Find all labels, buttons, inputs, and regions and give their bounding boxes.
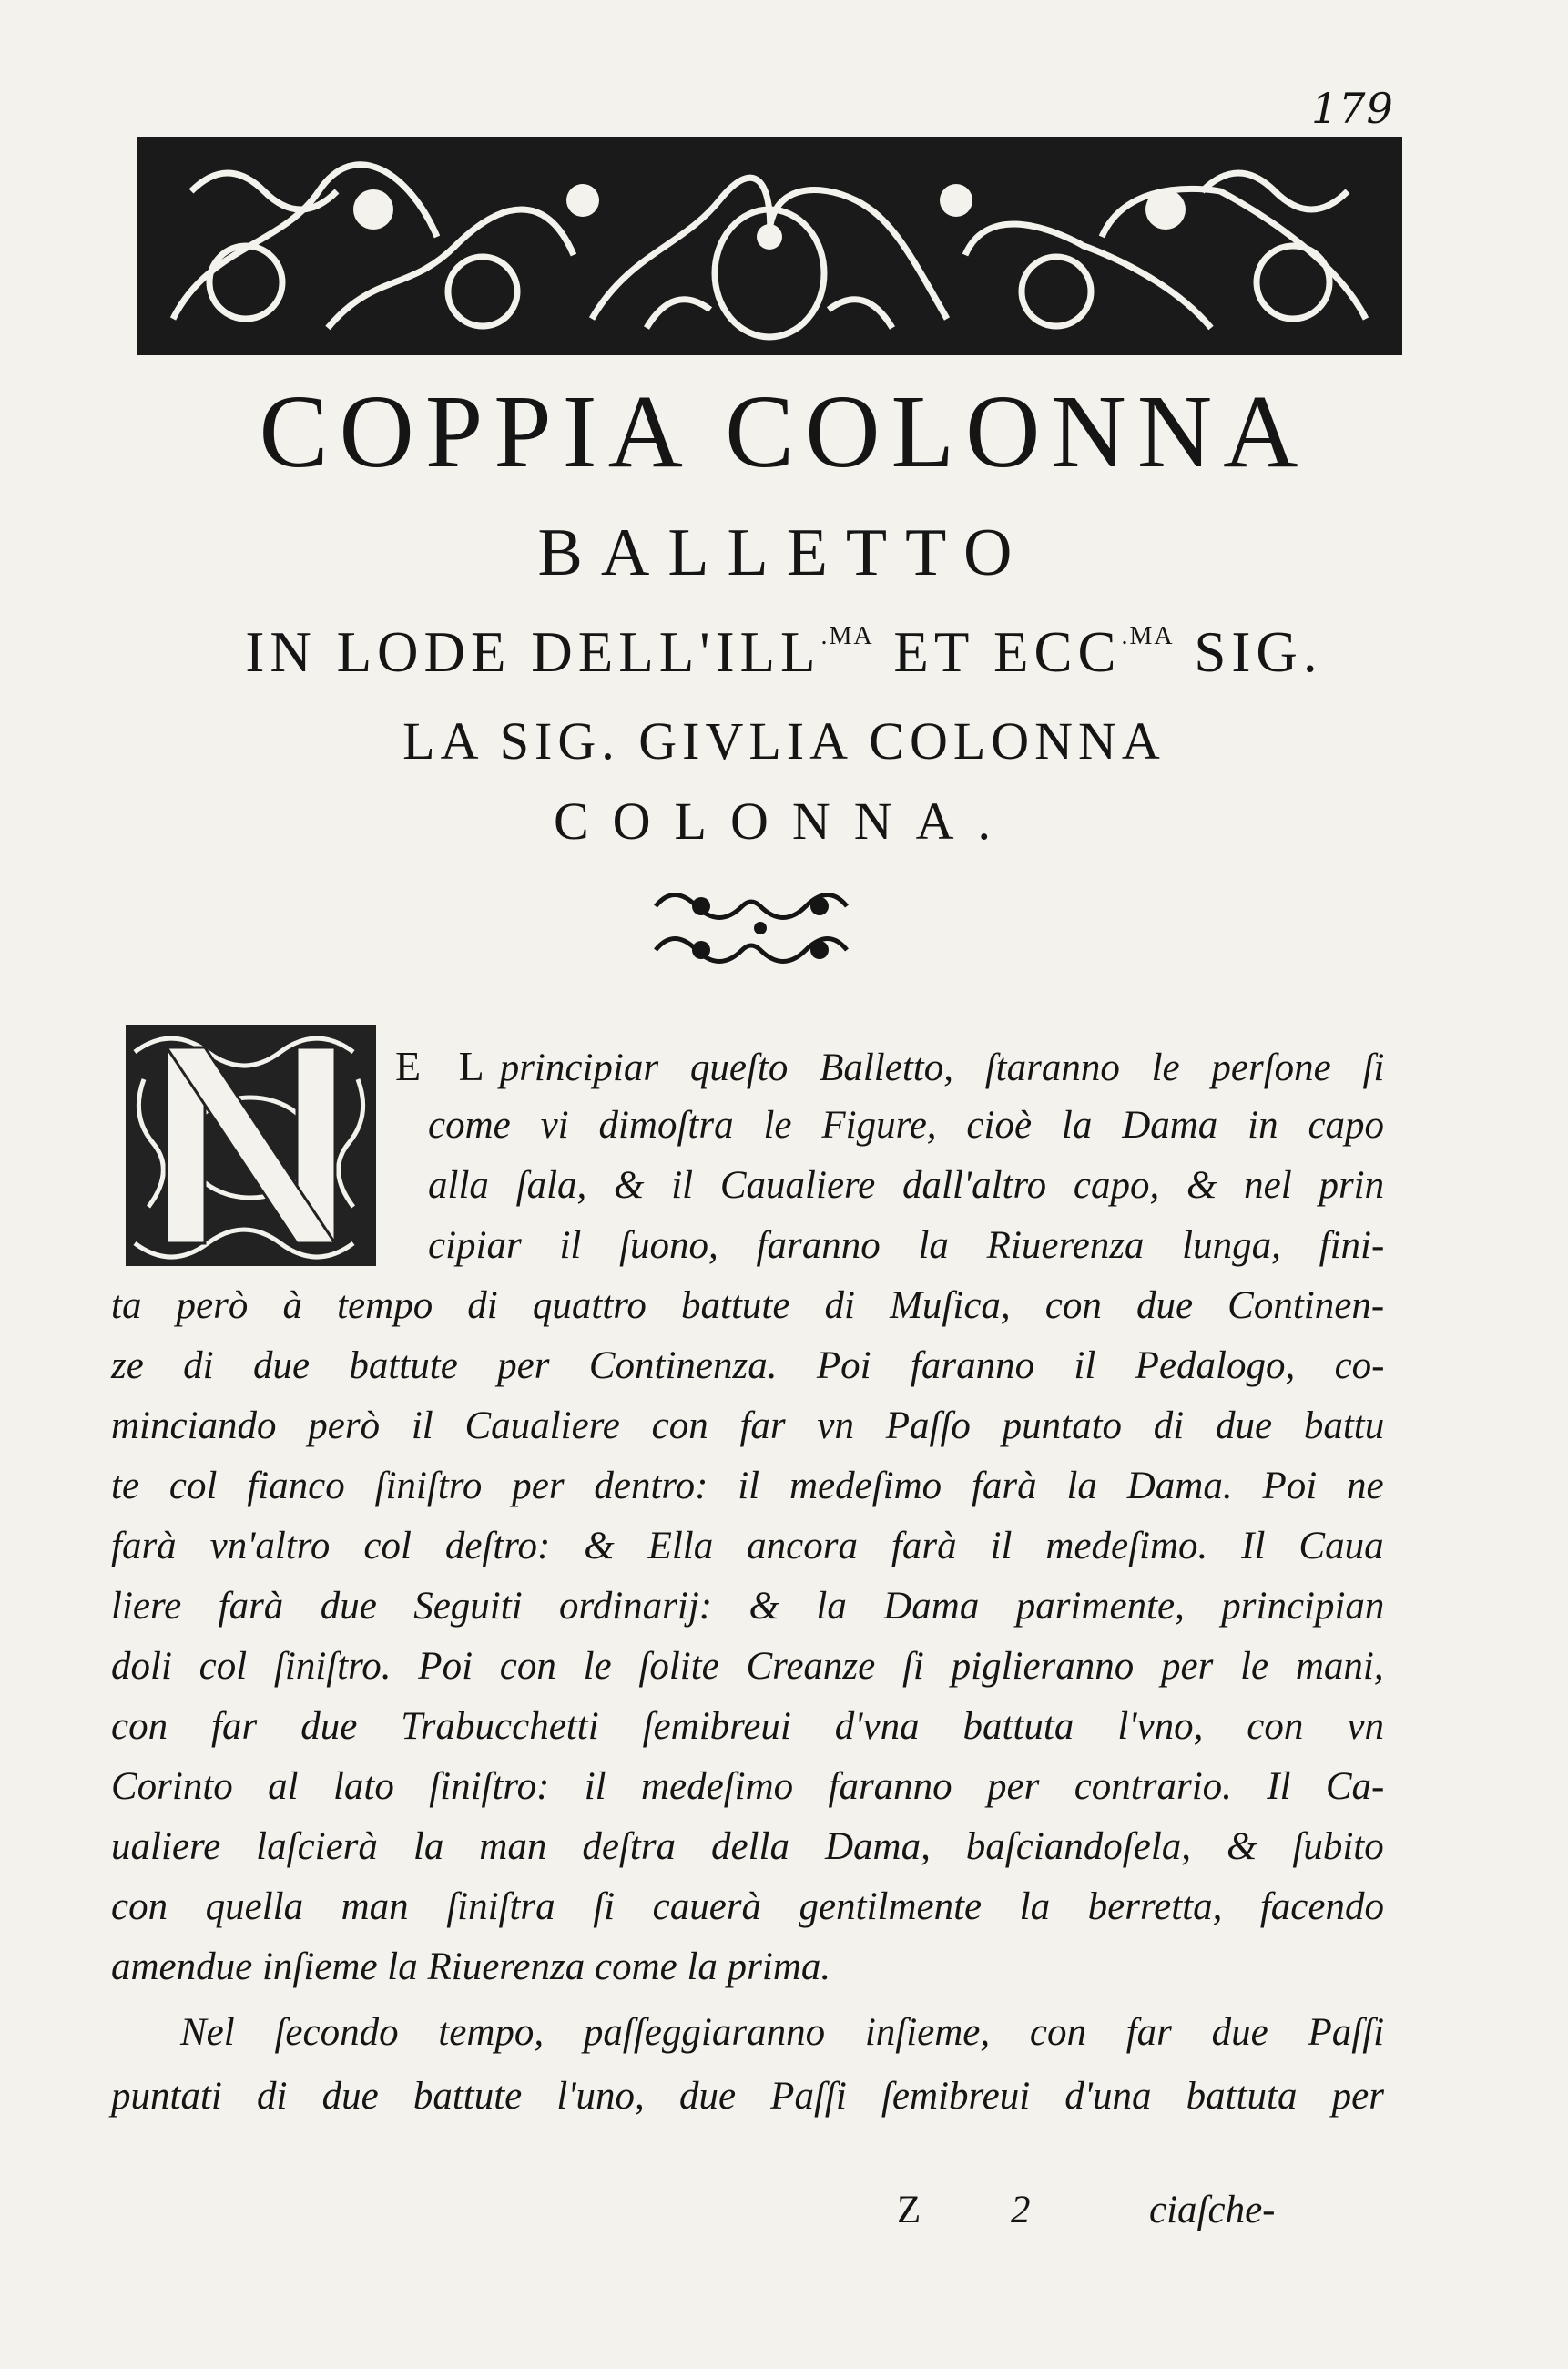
body-line-4: cipiar il ſuono, faranno la Riuerenza lunga, fini- [428, 1224, 1385, 1267]
catchword: ciaſche- [1149, 2189, 1276, 2231]
typographic-fleuron-icon [637, 879, 883, 975]
dedication-part-b: ET ECC [873, 620, 1122, 684]
body-line-11: doli col ſiniſtro. Poi con le ſolite Creanze ſi piglieranno per le mani, [111, 1645, 1384, 1688]
body-line-18: puntati di due battute l'uno, due Paſſi ſemibreui d'una battuta per [111, 2075, 1384, 2118]
ornamental-headpiece [137, 137, 1402, 355]
body-line-10: liere farà due Seguiti ordinarij: & la Dama parimente, principian [111, 1585, 1385, 1628]
page-number: 179 [1311, 84, 1394, 133]
body-line-1 [395, 1043, 1385, 1089]
title-balletto: BALLETTO [537, 516, 1031, 590]
body-line-16: amendue inſieme la Riuerenza come la prima. [111, 1945, 831, 1988]
body-line-8: te col fianco ſiniſtro per dentro: il medeſimo farà la Dama. Poi ne [111, 1465, 1384, 1507]
body-line-9: farà vn'altro col deſtro: & Ella ancora farà il medeſimo. Il Caua [111, 1525, 1384, 1567]
dedication-part-a: IN LODE DELL'ILL [245, 620, 821, 684]
dedication-sup-2: .MA [1121, 622, 1175, 650]
decorated-initial-n-icon [126, 1025, 376, 1266]
body-line-17: Nel ſecondo tempo, paſſeggiaranno inſieme, con far due Paſſi [180, 2011, 1385, 2054]
first-word: E L [395, 1043, 487, 1089]
body-line-6: ze di due battute per Continenza. Poi faranno il Pedalogo, co- [111, 1344, 1385, 1387]
decorated-initial [126, 1025, 376, 1266]
signature-mark: Z [897, 2189, 921, 2231]
page-footer [0, 2188, 1568, 2242]
body-line-13: Corinto al lato ſiniſtro: il medeſimo faranno per contrario. Il Ca- [111, 1765, 1385, 1808]
dedication-part-c: SIG. [1174, 620, 1323, 684]
body-line-2: come vi dimoſtra le Figure, cioè la Dama in capo [428, 1104, 1385, 1147]
body-line-3: alla ſala, & il Caualiere dall'altro capo, & nel prin [428, 1164, 1385, 1207]
body-line-5: ta però à tempo di quattro battute di Muſica, con due Continen- [111, 1284, 1385, 1327]
body-line-15: con quella man ſiniſtra ſi cauerà gentilmente la berretta, facendo [111, 1885, 1384, 1928]
ornamental-headpiece-icon [137, 137, 1402, 355]
body-line-7: minciando però il Caualiere con far vn Paſſo puntato di due battu [111, 1404, 1385, 1447]
body-line-14: ualiere laſcierà la man deſtra della Dama, baſciandoſela, & ſubito [111, 1825, 1384, 1868]
title-dedication-line [0, 619, 1568, 686]
dedication-sup-1: .MA [820, 622, 874, 650]
title-colonna: COLONNA. [553, 791, 1015, 851]
body-line-1-text: principiar queſto Balletto, ſtaranno le perſone ſi [499, 1047, 1385, 1089]
title-dedicatee: LA SIG. GIVLIA COLONNA [402, 711, 1166, 771]
title-coppia-colonna: COPPIA COLONNA [259, 373, 1309, 489]
fleuron-ornament [637, 879, 883, 975]
signature-number: 2 [1011, 2189, 1031, 2231]
body-line-12: con far due Trabucchetti ſemibreui d'vna battuta l'vno, con vn [111, 1705, 1384, 1748]
